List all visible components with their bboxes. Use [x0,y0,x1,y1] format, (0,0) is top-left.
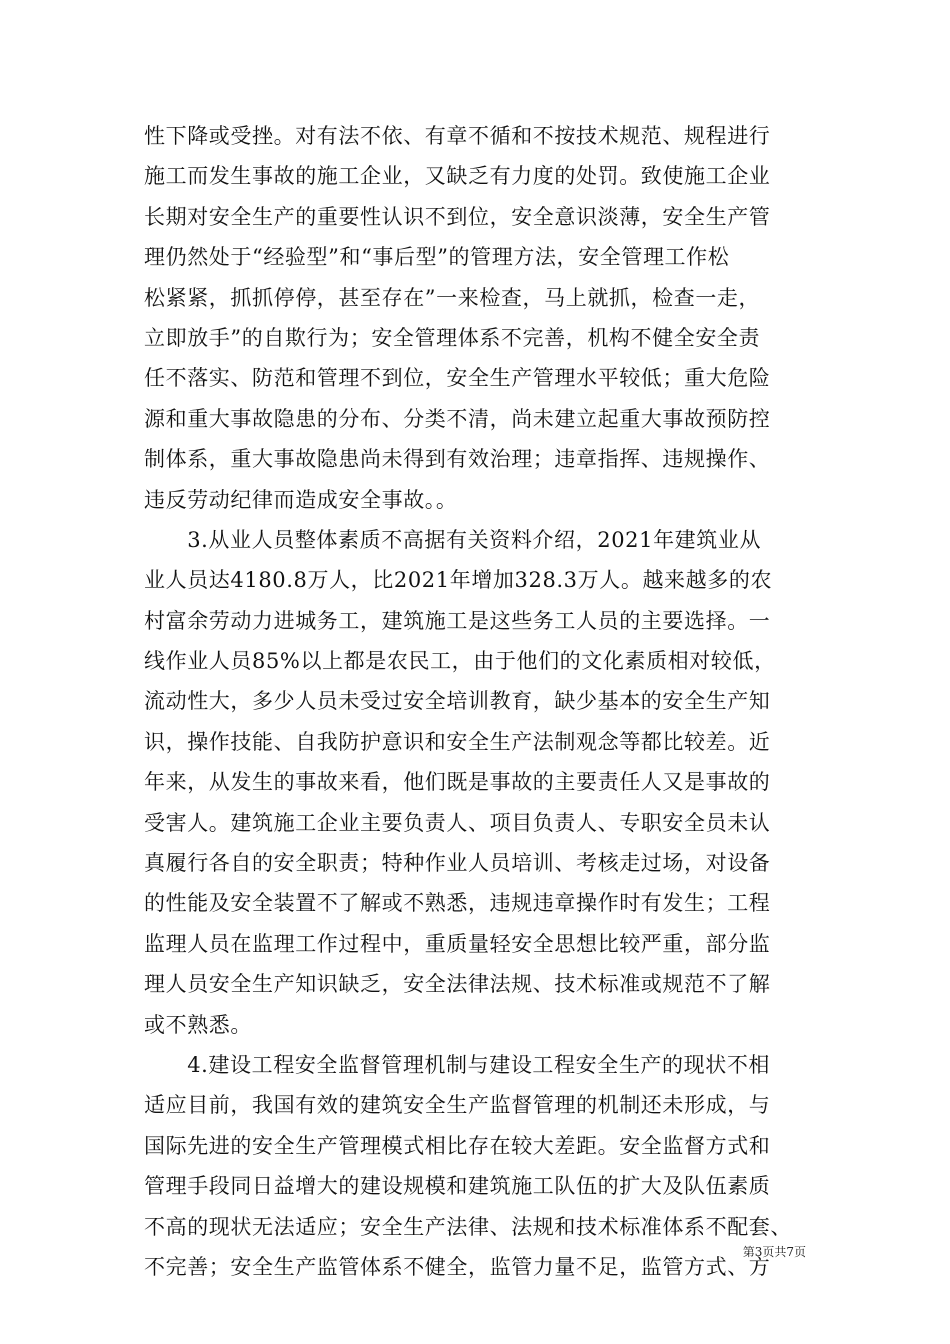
text-line: 理仍然处于“经验型”和“事后型”的管理方法，安全管理工作松 [144,245,730,270]
text-line: 松紧紧，抓抓停停，甚至存在”一来检查，马上就抓，检查一走， [144,285,761,310]
text-line: 村富余劳动力进城务工，建筑施工是这些务工人员的主要选择。一 [144,608,771,633]
text-line: 3.从业人员整体素质不高据有关资料介绍，2021年建筑业从 [144,527,762,552]
text-line: 的性能及安全装置不了解或不熟悉，违规违章操作时有发生；工程 [144,891,771,916]
text-line: 理人员安全生产知识缺乏，安全法律法规、技术标准或规范不了解 [144,972,771,997]
text-line: 识，操作技能、自我防护意识和安全生产法制观念等都比较差。近 [144,729,771,754]
text-line: 适应目前，我国有效的建筑安全生产监督管理的机制还未形成，与 [144,1093,771,1118]
text-line: 或不熟悉。 [144,1012,252,1037]
text-line: 国际先进的安全生产管理模式相比存在较大差距。安全监督方式和 [144,1133,771,1158]
text-line: 管理手段同日益增大的建设规模和建筑施工队伍的扩大及队伍素质 [144,1174,771,1199]
text-line: 制体系，重大事故隐患尚未得到有效治理；违章指挥、违规操作、 [144,447,771,472]
text-line: 违反劳动纪律而造成安全事故。。 [144,487,458,512]
text-line: 线作业人员85%以上都是农民工，由于他们的文化素质相对较低， [144,649,776,674]
text-line: 立即放手”的自欺行为；安全管理体系不完善，机构不健全安全责 [144,325,761,350]
text-line: 不完善；安全生产监管体系不健全，监管力量不足，监管方式、方 [144,1254,771,1279]
text-line: 监理人员在监理工作过程中，重质量轻安全思想比较严重，部分监 [144,931,771,956]
text-line: 源和重大事故隐患的分布、分类不清，尚未建立起重大事故预防控 [144,406,771,431]
text-line: 真履行各自的安全职责；特种作业人员培训、考核走过场，对设备 [144,851,771,876]
text-line: 受害人。建筑施工企业主要负责人、项目负责人、专职安全员未认 [144,810,771,835]
text-line: 施工而发生事故的施工企业，又缺乏有力度的处罚。致使施工企业 [144,164,771,189]
page-number-footer: 第3页共7页 [742,1245,806,1259]
text-line: 年来，从发生的事故来看，他们既是事故的主要责任人又是事故的 [144,770,771,795]
text-line: 任不落实、防范和管理不到位，安全生产管理水平较低；重大危险 [144,366,771,391]
text-line: 4.建设工程安全监督管理机制与建设工程安全生产的现状不相 [144,1052,771,1077]
body-text [144,116,814,1287]
text-line: 流动性大，多少人员未受过安全培训教育，缺少基本的安全生产知 [144,689,771,714]
text-line: 业人员达4180.8万人，比2021年增加328.3万人。越来越多的农 [144,568,773,593]
text-line: 不高的现状无法适应；安全生产法律、法规和技术标准体系不配套、 [144,1214,792,1239]
text-line: 长期对安全生产的重要性认识不到位，安全意识淡薄，安全生产管 [144,204,771,229]
text-line: 性下降或受挫。对有法不依、有章不循和不按技术规范、规程进行 [144,124,771,148]
